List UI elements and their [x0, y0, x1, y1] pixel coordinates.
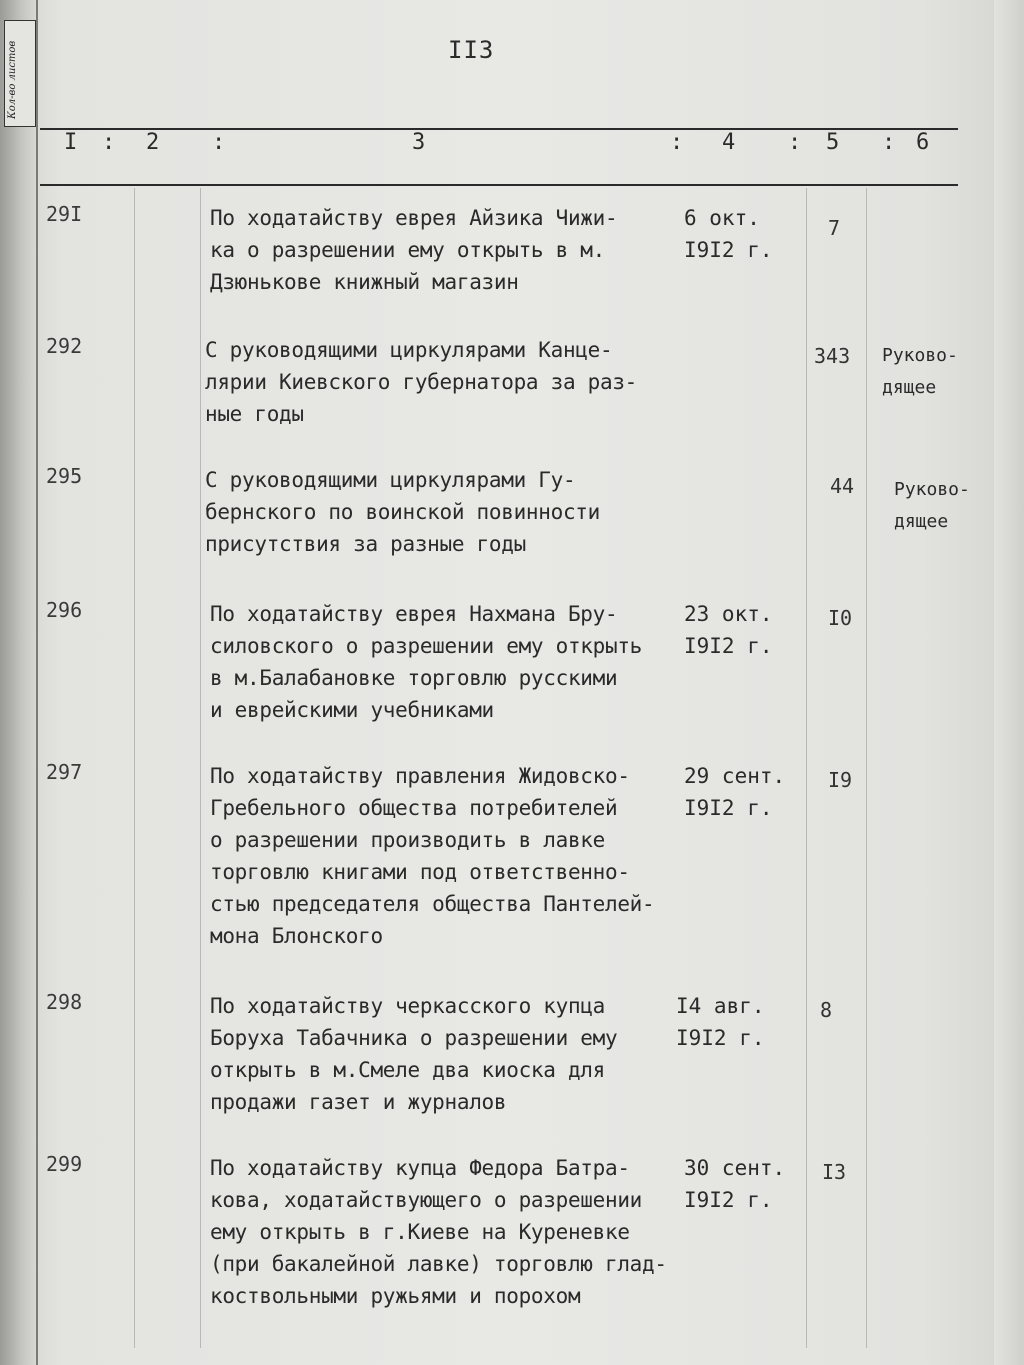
- margin-label: Кол-во листов: [7, 40, 18, 119]
- entry-sheet-count: 8: [820, 998, 833, 1022]
- column-rule: [200, 188, 201, 1348]
- entry-number: 296: [46, 598, 83, 622]
- header-col-2: 2: [146, 130, 160, 155]
- table-header: [40, 130, 958, 176]
- header-col-separator: :: [670, 130, 684, 155]
- entry-note: Руково- дящее: [894, 479, 970, 532]
- column-rule: [806, 188, 807, 1348]
- header-col-6: 6: [916, 130, 930, 155]
- entry-sheet-count: 44: [830, 474, 855, 498]
- entry-date: 30 сент. I9I2 г.: [684, 1156, 786, 1212]
- header-col-5: 5: [826, 130, 840, 155]
- entry-note: Руково- дящее: [882, 345, 958, 398]
- entry-number: 299: [46, 1152, 83, 1176]
- entry-sheet-count: I9: [828, 768, 853, 792]
- entry-number: 292: [46, 334, 83, 358]
- entry-number: 295: [46, 464, 83, 488]
- entry-description: С руководящими циркулярами Гу- бернского по воинской повинности присутствия за разные годы: [205, 468, 600, 556]
- margin-stamp-box: [4, 20, 36, 127]
- entry-number: 29I: [46, 202, 83, 226]
- column-rule: [866, 188, 867, 1348]
- header-col-3: 3: [412, 130, 426, 155]
- header-col-separator: :: [788, 130, 802, 155]
- entry-date: 6 окт. I9I2 г.: [684, 206, 773, 262]
- entry-sheet-count: I3: [822, 1160, 847, 1184]
- entry-sheet-count: 343: [814, 344, 851, 368]
- column-rule: [134, 188, 135, 1348]
- entry-sheet-count: 7: [828, 216, 841, 240]
- entry-description: По ходатайству черкасского купца Боруха Табачника о разрешении ему открыть в м.Смеле два киоска для продажи газет и журналов: [210, 994, 618, 1114]
- page-number: II3: [448, 36, 495, 64]
- header-col-separator: :: [102, 130, 116, 155]
- header-col-separator: :: [212, 130, 226, 155]
- header-col-separator: :: [882, 130, 896, 155]
- page-binding: [0, 0, 38, 1365]
- entry-date: 29 сент. I9I2 г.: [684, 764, 786, 820]
- entry-number: 297: [46, 760, 83, 784]
- entry-description: По ходатайству правления Жидовско- Гребельного общества потребителей о разрешении производить в лавке торговлю книгами под ответственно- стью председателя общества Пантелей- мона Блонского: [210, 764, 655, 948]
- entry-description: С руководящими циркулярами Канце- лярии Киевского губернатора за раз- ные годы: [205, 338, 638, 426]
- entry-sheet-count: I0: [828, 606, 853, 630]
- header-col-1: I: [64, 130, 78, 155]
- entry-description: По ходатайству еврея Айзика Чижи- ка о разрешении ему открыть в м. Дзюньковe книжный магазин: [210, 206, 618, 294]
- header-col-4: 4: [722, 130, 736, 155]
- header-bottom-rule: [40, 184, 958, 186]
- entry-description: По ходатайству купца Федора Батра- кова, ходатайствующего о разрешении ему открыть в г.Киеве на Куреневке (при бакалейной лавке) торговлю глад- коствольными ружьями и порохом: [210, 1156, 667, 1308]
- entry-number: 298: [46, 990, 83, 1014]
- entry-date: 23 окт. I9I2 г.: [684, 602, 773, 658]
- entry-date: I4 авг. I9I2 г.: [676, 994, 765, 1050]
- page-edge-shadow: [994, 0, 1024, 1365]
- entry-description: По ходатайству еврея Нахмана Бру- силовского о разрешении ему открыть в м.Балабановке торговлю русскими и еврейскими учебниками: [210, 602, 643, 722]
